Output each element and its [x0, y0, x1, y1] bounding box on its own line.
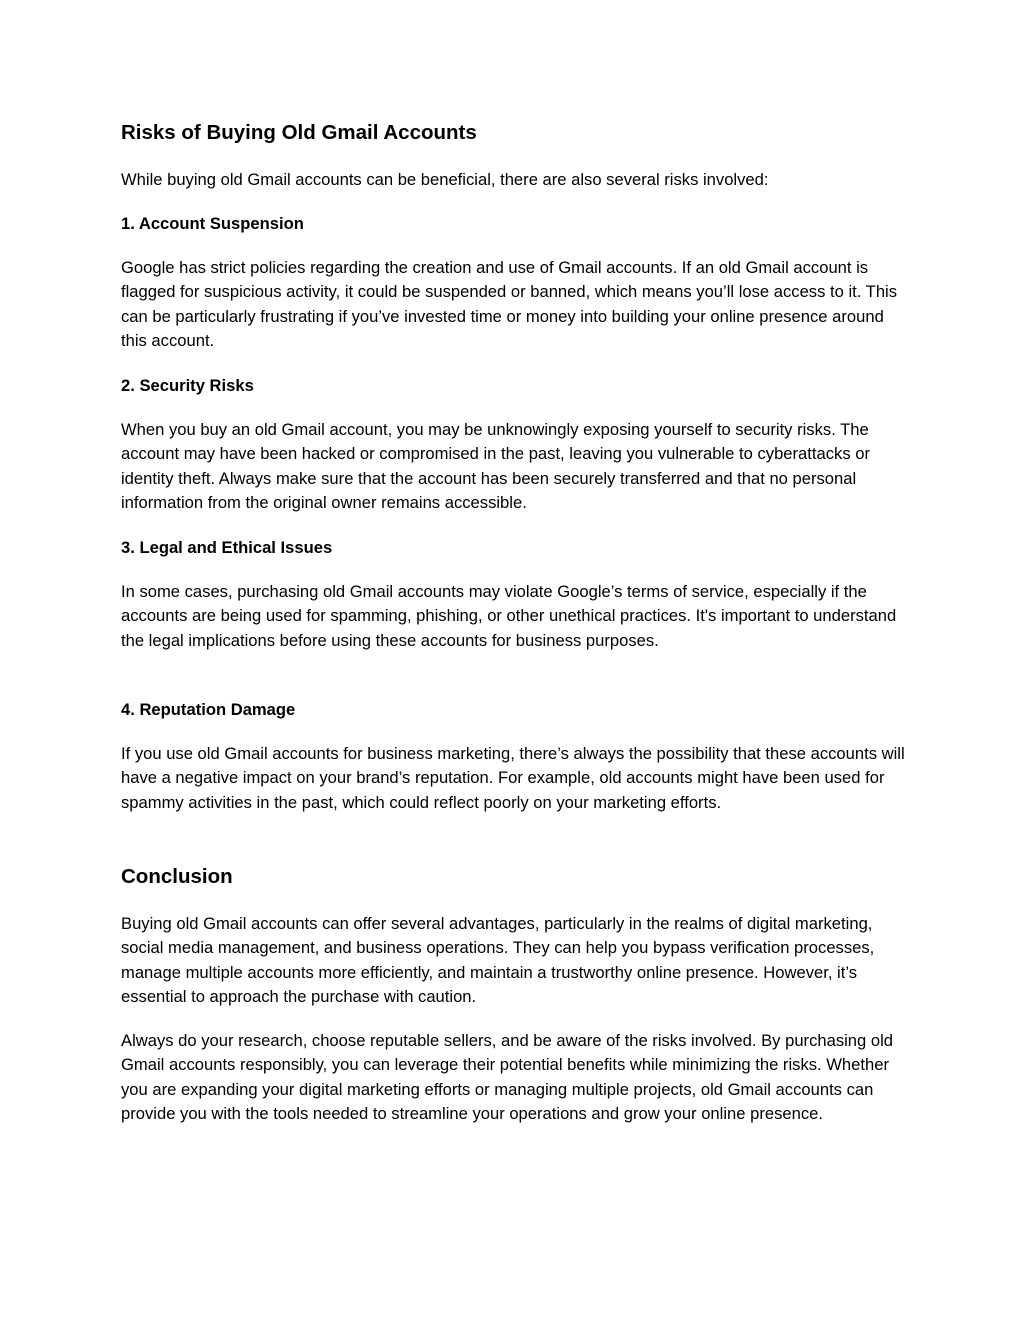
intro-paragraph: While buying old Gmail accounts can be beneficial, there are also several risks involved: [121, 170, 769, 189]
conclusion-heading: Conclusion [121, 865, 233, 888]
section-body-account-suspension: Google has strict policies regarding the creation and use of Gmail accounts. If an old Gmail account is flagged for suspicious activity, it could be suspended or banned, which means you’ll lose access to it. This can be particularly frustrating if you’ve invested time or money into building your online presence around this account. [121, 258, 898, 350]
section-body-reputation-damage: If you use old Gmail accounts for business marketing, there’s always the possibility that these accounts will have a negative impact on your brand’s reputation. For example, old accounts might have been used for spammy activities in the past, which could reflect poorly on your marketing efforts. [121, 744, 905, 812]
section-body-security-risks: When you buy an old Gmail account, you may be unknowingly exposing yourself to security risks. The account may have been hacked or compromised in the past, leaving you vulnerable to cyberattacks or identity theft. Always make sure that the account has been securely transferred and that no personal information from the original owner remains accessible. [121, 420, 870, 512]
conclusion-paragraph: Buying old Gmail accounts can offer several advantages, particularly in the realms of digital marketing, social media management, and business operations. They can help you bypass verification processes, manage multiple accounts more efficiently, and maintain a trustworthy online presence. However, it’s essential to approach the purchase with caution. [121, 914, 875, 1006]
section-body-legal-ethical: In some cases, purchasing old Gmail accounts may violate Google’s terms of service, especially if the accounts are being used for spamming, phishing, or other unethical practices. It's important to understand the legal implications before using these accounts for business purposes. [121, 582, 897, 650]
section-heading-legal-ethical: 3. Legal and Ethical Issues [121, 538, 333, 557]
section-heading-security-risks: 2. Security Risks [121, 376, 254, 395]
risks-heading: Risks of Buying Old Gmail Accounts [121, 121, 477, 144]
conclusion-paragraph: Always do your research, choose reputable sellers, and be aware of the risks involved. By purchasing old Gmail accounts responsibly, you can leverage their potential benefits while minimizing the risks. Whether you are expanding your digital marketing efforts or managing multiple projects, old Gmail accounts can provide you with the tools needed to streamline your operations and grow your online presence. [121, 1031, 894, 1123]
section-heading-account-suspension: 1. Account Suspension [121, 214, 304, 233]
section-heading-reputation-damage: 4. Reputation Damage [121, 700, 296, 719]
